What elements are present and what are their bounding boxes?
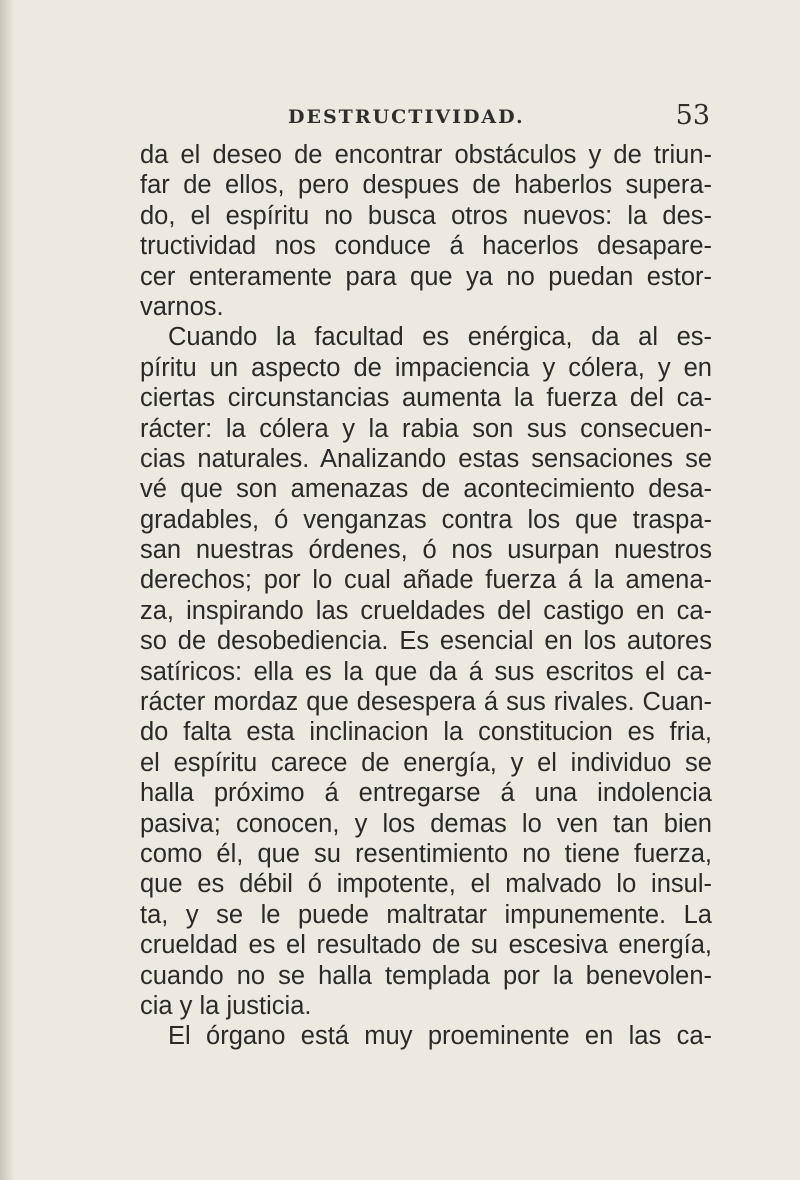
- text-line: san nuestras órdenes, ó nos usurpan nuestros: [140, 536, 712, 565]
- text-line: so de desobediencia. Es esencial en los autores: [140, 627, 712, 656]
- text-line: crueldad es el resultado de su escesiva energía,: [140, 931, 712, 960]
- body-text: [140, 140, 712, 1052]
- text-line: satíricos: ella es la que da á sus escritos el ca-: [140, 657, 712, 686]
- page-header: [140, 100, 710, 136]
- text-line: rácter: la cólera y la rabia son sus consecuen-: [140, 414, 712, 443]
- text-line: ciertas circunstancias aumenta la fuerza del ca-: [140, 384, 712, 413]
- text-line: da el deseo de encontrar obstáculos y de triun-: [140, 141, 712, 169]
- text-line: que es débil ó impotente, el malvado lo insul-: [140, 870, 712, 899]
- text-line: ta, y se le puede maltratar impunemente. La: [140, 900, 712, 929]
- text-line: do, el espíritu no busca otros nuevos: la des-: [140, 201, 712, 230]
- text-line: el espíritu carece de energía, y el individuo se: [140, 748, 712, 777]
- text-line: cer enteramente para que ya no puedan estor-: [140, 262, 712, 291]
- text-line: halla próximo á entregarse á una indolencia: [140, 779, 712, 808]
- text-line: derechos; por lo cual añade fuerza á la amena-: [140, 566, 712, 595]
- binding-edge: [0, 0, 14, 1180]
- running-head: DESTRUCTIVIDAD.: [288, 106, 525, 128]
- text-line: como él, que su resentimiento no tiene fuerza,: [140, 839, 712, 868]
- text-line: gradables, ó venganzas contra los que traspa-: [140, 505, 712, 534]
- text-line: píritu un aspecto de impaciencia y cólera, y en: [140, 353, 712, 382]
- text-line: za, inspirando las crueldades del castigo en ca-: [140, 596, 712, 625]
- text-line: cia y la justicia.: [140, 991, 312, 1020]
- text-line: vé que son amenazas de acontecimiento desa-: [140, 475, 712, 504]
- text-line: cias naturales. Analizando estas sensaciones se: [140, 444, 712, 473]
- page-number: 53: [675, 100, 710, 131]
- text-line: tructividad nos conduce á hacerlos desapare-: [140, 232, 712, 261]
- text-line: El órgano está muy proeminente en las ca-: [168, 1022, 712, 1051]
- text-line: do falta esta inclinacion la constitucion es fria,: [140, 718, 712, 747]
- text-line: varnos.: [140, 292, 224, 321]
- text-line: Cuando la facultad es enérgica, da al es-: [168, 323, 712, 352]
- text-line: far de ellos, pero despues de haberlos supera-: [140, 171, 712, 200]
- text-line: cuando no se halla templada por la benevolen-: [140, 961, 712, 990]
- text-line: pasiva; conocen, y los demas lo ven tan bien: [140, 809, 712, 838]
- text-line: rácter mordaz que desespera á sus rivales. Cuan-: [140, 688, 712, 717]
